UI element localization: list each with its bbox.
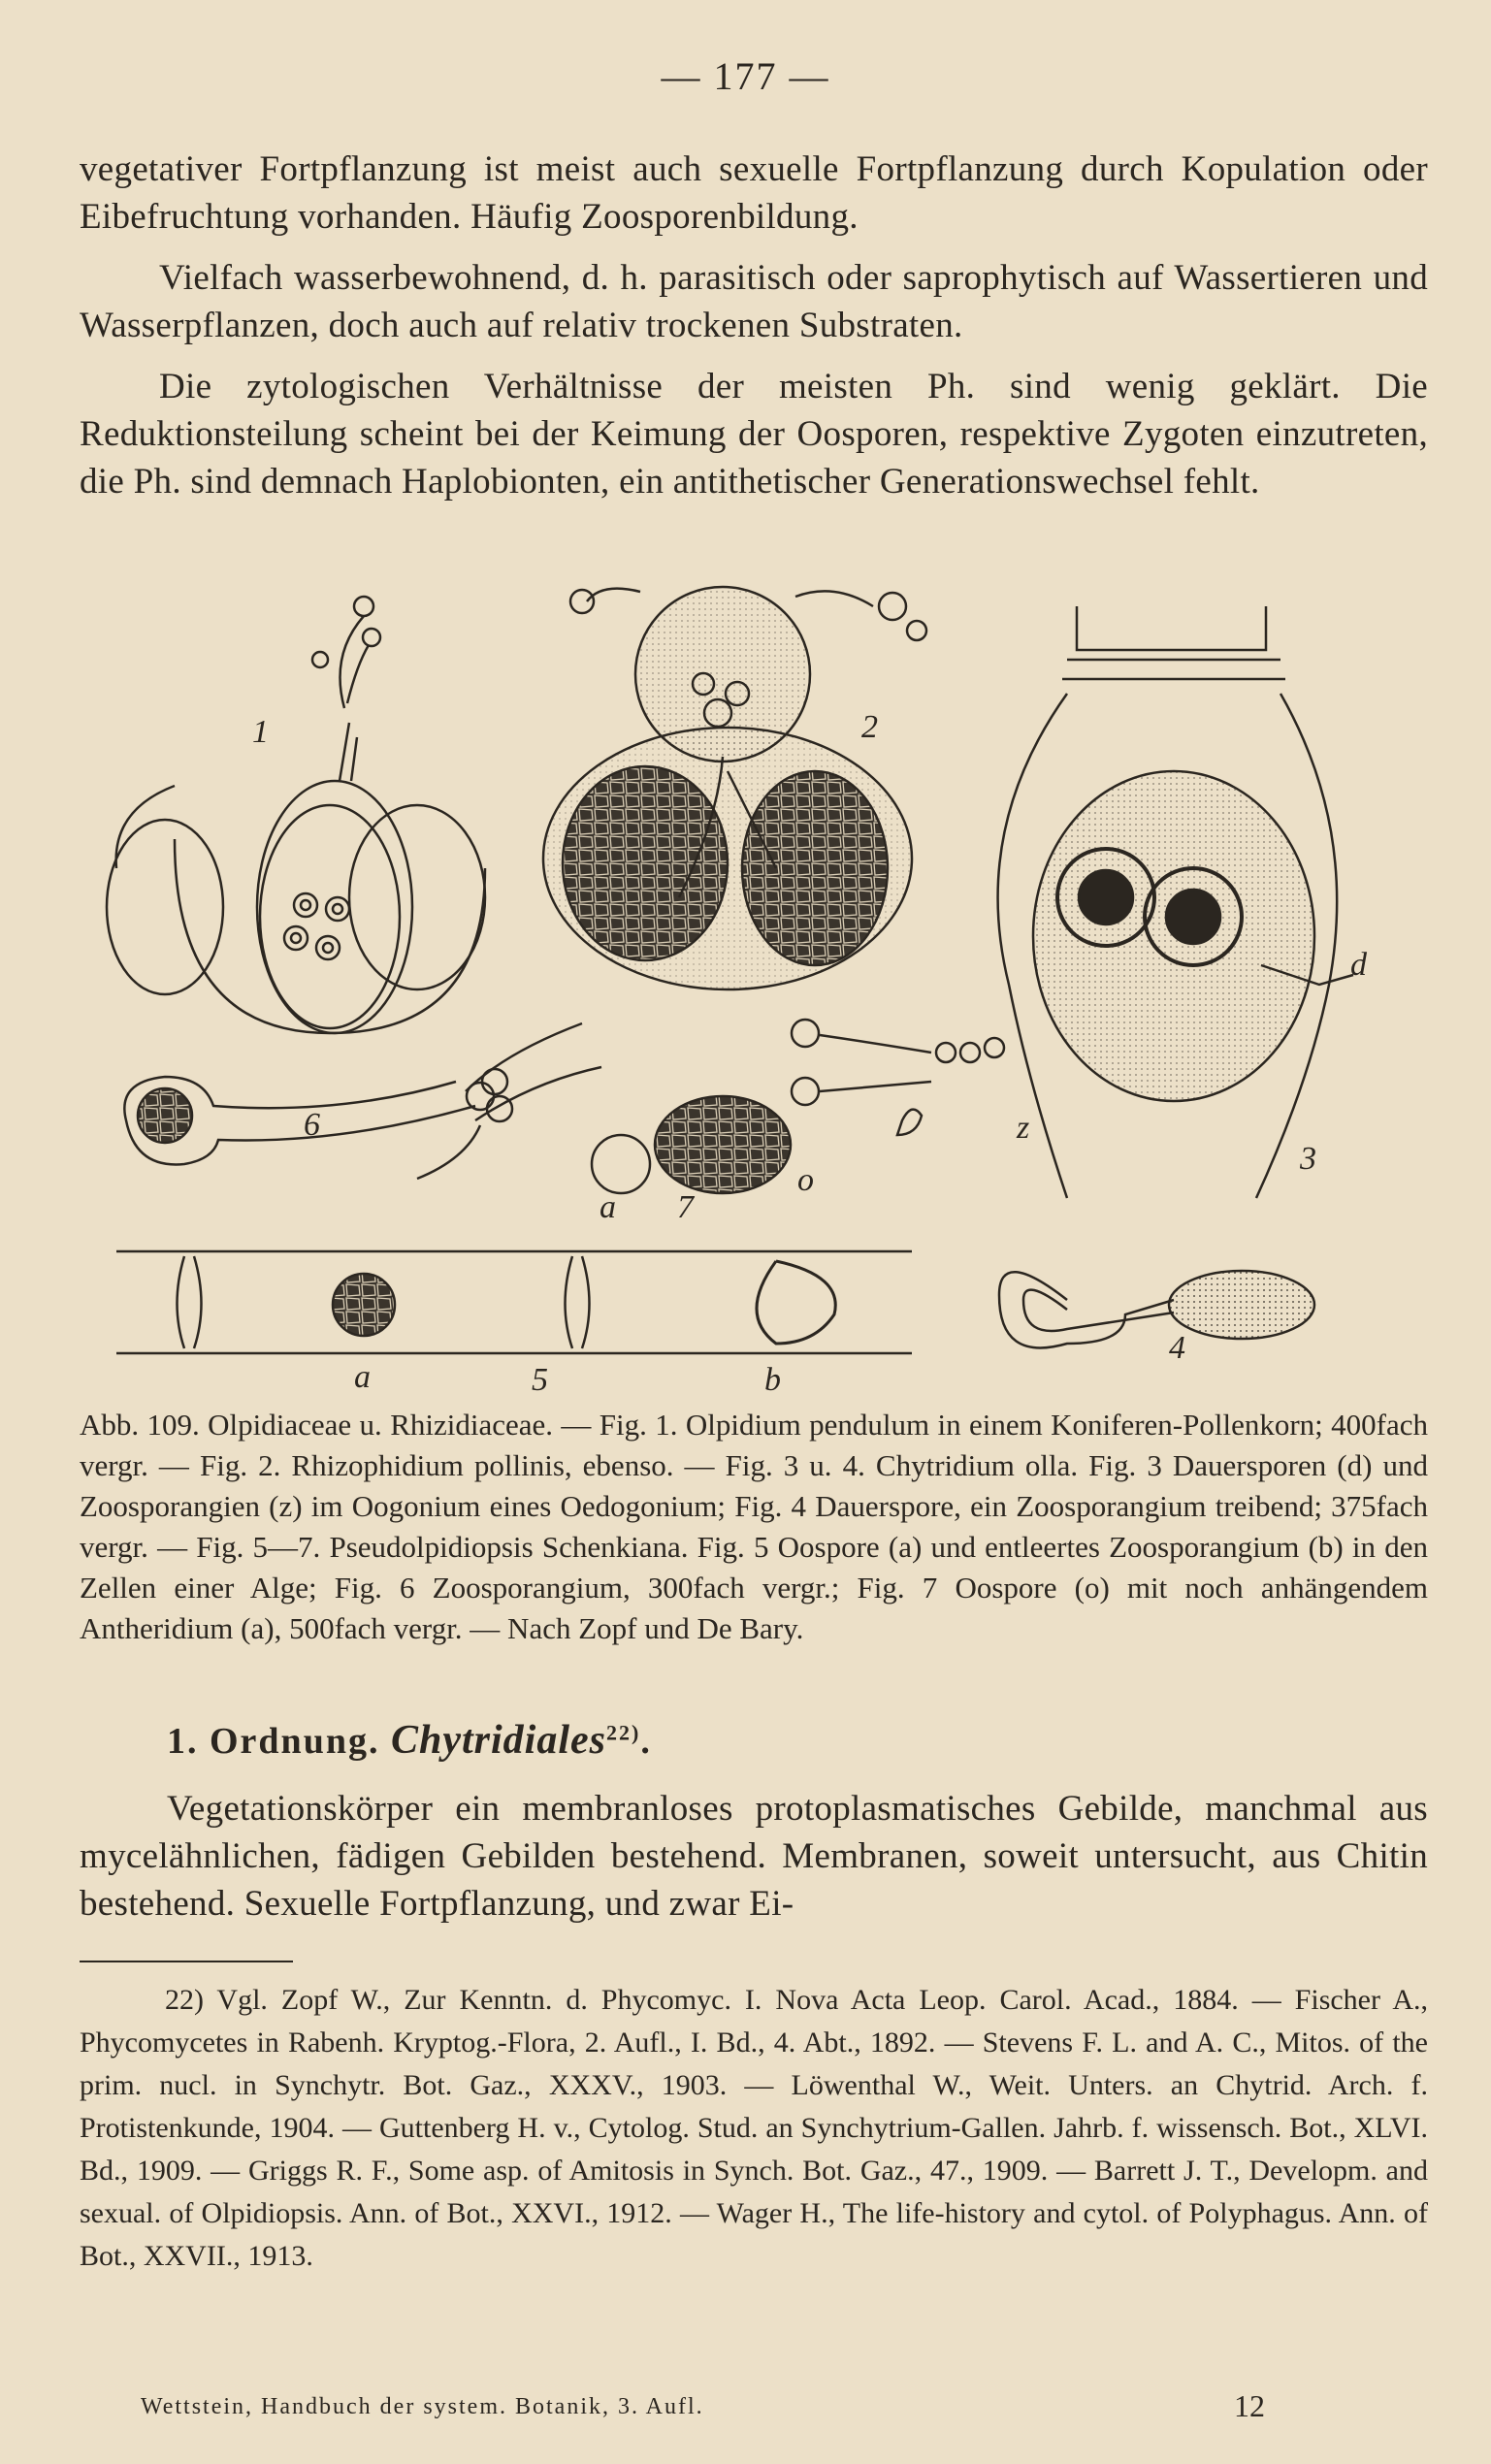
footnote-22: 22) Vgl. Zopf W., Zur Kenntn. d. Phycomyc. I. Nova Acta Leop. Carol. Acad., 1884. — Fischer A., Phycomycetes in Rabenh. Kryptog.-Flora, 2. Aufl., I. Bd., 4. Abt., 1892. — Stevens F. L. and A. C., Mitos. of the prim. nucl. in Synchytr. Bot. Gaz., XXXV., 1903. — Löwenthal W., Weit. Unters. an Chytrid. Arch. f. Protistenkunde, 1904. — Guttenberg H. v., Cytolog. Stud. an Synchytrium-Gallen. Jahrb. f. wissensch. Bot., XLVI. Bd., 1909. — Griggs R. F., Some asp. of Amitosis in Synch. Bot. Gaz., 47., 1909. — Barrett J. T., Developm. and sexual. of Olpidiopsis. Ann. of Bot., XXVI., 1912. — Wager H., The life-history and cytol. of Polyphagus. Ann. of Bot., XXVII., 1913. <box>80 1984 1428 2272</box>
fig1-drawing <box>107 597 485 1033</box>
fig7-drawing <box>592 1096 791 1193</box>
fig-label-o: o <box>797 1162 814 1198</box>
fig-label-2: 2 <box>861 709 878 745</box>
heading-title: Chytridiales <box>390 1718 606 1763</box>
page-number: — 177 — <box>661 54 830 98</box>
figure-illustration <box>97 577 1397 1392</box>
body-paragraph: Vegetationskörper ein membranloses protoplasmatisches Gebilde, manchmal aus mycelähnlichen, fädigen Gebilden bestehend. Membranen, soweit untersucht, aus Chitin bestehend. Sexuelle Fortpflanzung, und zwar Ei- <box>80 1789 1428 1924</box>
paragraph-2: Vielfach wasserbewohnend, d. h. parasitisch oder saprophytisch auf Wassertieren und Wasserpflanzen, doch auch auf relativ trockenen Substraten. <box>80 258 1428 345</box>
paragraph-1: vegetativer Fortpflanzung ist meist auch sexuelle Fortpflanzung durch Kopulation oder Eibefruchtung vorhanden. Häufig Zoosporenbildung. <box>80 149 1428 237</box>
fig-label-b: b <box>764 1362 781 1392</box>
signature-mark: 12 <box>1234 2388 1265 2423</box>
figure-caption: Abb. 109. Olpidiaceae u. Rhizidiaceae. — Fig. 1. Olpidium pendulum in einem Koniferen-Pollenkorn; 400fach vergr. — Fig. 2. Rhizophidium pollinis, ebenso. — Fig. 3 u. 4. Chytridium olla. Fig. 3 Dauersporen (d) und Zoosporangien (z) im Oogonium eines Oedogonium; Fig. 4 Dauerspore, ein Zoosporangium treibend; 375fach vergr. — Fig. 5—7. Pseudolpidiopsis Schenkiana. Fig. 5 Oospore (a) und entleertes Zoosporangium (b) in den Zellen einer Alge; Fig. 6 Zoosporangium, 300fach vergr.; Fig. 7 Oospore (o) mit noch anhängendem Antheridium (a), 500fach vergr. — Nach Zopf und De Bary. <box>80 1408 1428 1645</box>
fig5-drawing <box>116 1251 912 1353</box>
fig-label-3: 3 <box>1300 1141 1316 1177</box>
fig2-drawing <box>543 587 926 989</box>
fig-label-7: 7 <box>677 1189 694 1225</box>
footnote-divider <box>80 1961 293 1962</box>
heading-footnote-ref: 22) <box>606 1720 641 1745</box>
heading-prefix: 1. Ordnung. <box>167 1721 380 1762</box>
fig6-drawing <box>124 1023 601 1179</box>
fig-label-5: 5 <box>532 1362 548 1392</box>
fig-label-6: 6 <box>304 1107 320 1143</box>
paragraph-3: Die zytologischen Verhältnisse der meisten Ph. sind wenig geklärt. Die Reduktionsteilung scheint bei der Keimung der Oosporen, respektive Zygoten einzutreten, die Ph. sind demnach Haplobionten, ein antithetischer Generationswechsel fehlt. <box>80 367 1428 502</box>
fig-label-4: 4 <box>1169 1330 1185 1366</box>
fig-label-d: d <box>1350 947 1367 983</box>
fig-label-a-fig5: a <box>354 1359 371 1392</box>
fig-label-a-fig7: a <box>600 1189 616 1225</box>
fig-label-1: 1 <box>252 714 269 750</box>
fig-label-z: z <box>1017 1110 1030 1146</box>
section-heading: 1. Ordnung. Chytridiales$^{22)}$. <box>167 1718 652 1763</box>
fig4-drawing <box>999 1271 1314 1347</box>
running-footer: Wettstein, Handbuch der system. Botanik, 3. Aufl. <box>141 2394 704 2419</box>
